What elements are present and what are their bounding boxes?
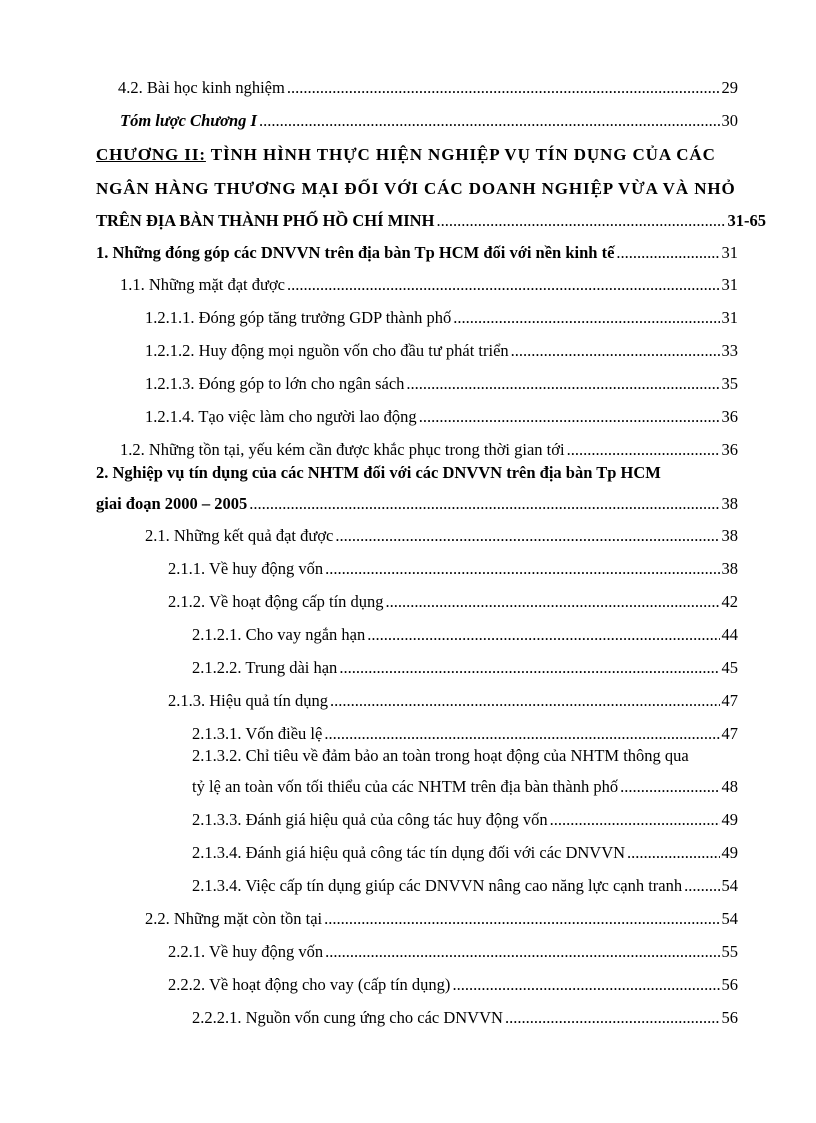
toc-entry-title: 2.1.3.1. Vốn điều lệ — [192, 724, 323, 743]
toc-entry[interactable] — [145, 371, 738, 397]
toc-entry-title: 2.2.1. Về huy động vốn — [168, 942, 324, 961]
toc-entry-page: 56 — [721, 975, 738, 994]
dot-leader — [406, 371, 719, 397]
toc-entry-title: 1.2.1.2. Huy động mọi nguồn vốn cho đầu tư phát triển — [145, 341, 509, 360]
toc-entry-page: 47 — [721, 724, 738, 743]
chapter-heading-line-2 — [96, 176, 738, 202]
toc-entry[interactable] — [168, 688, 738, 714]
toc-entry[interactable] — [96, 240, 738, 266]
toc-entry[interactable] — [120, 108, 738, 134]
toc-entry-page: 31 — [721, 308, 738, 327]
dot-leader — [325, 556, 719, 582]
toc-entry-page: 35 — [721, 374, 738, 393]
toc-entry[interactable] — [145, 404, 738, 430]
toc-entry[interactable] — [192, 807, 738, 833]
toc-entry-page: 45 — [721, 658, 738, 677]
toc-entry-title: 1. Những đóng góp các DNVVN trên địa bàn Tp HCM đối với nền kinh tế — [96, 243, 615, 262]
toc-entry[interactable] — [192, 873, 738, 899]
toc-entry-page: 31-65 — [727, 211, 766, 230]
toc-entry-line-1[interactable] — [192, 743, 738, 769]
toc-entry[interactable] — [168, 556, 738, 582]
toc-entry[interactable] — [145, 338, 738, 364]
toc-entry-title: 1.2.1.4. Tạo việc làm cho người lao động — [145, 407, 417, 426]
toc-entry-page: 49 — [721, 810, 738, 829]
toc-entry-title: 1.2. Những tồn tại, yếu kém cần được khắc phục trong thời gian tới — [120, 440, 565, 459]
dot-leader — [249, 491, 719, 517]
toc-entry[interactable] — [192, 655, 738, 681]
toc-entry[interactable] — [145, 523, 738, 549]
dot-leader — [511, 338, 720, 364]
toc-entry-page: 42 — [721, 592, 738, 611]
toc-entry[interactable] — [118, 75, 738, 101]
toc-entry-page: 55 — [721, 942, 738, 961]
toc-entry-title: 2.1.1. Về huy động vốn — [168, 559, 324, 578]
dot-leader — [550, 807, 720, 833]
toc-entry-page: 56 — [721, 1008, 738, 1027]
chapter-title-part: TÌNH HÌNH THỰC HIỆN NGHIỆP VỤ TÍN DỤNG CỦA CÁC — [205, 145, 716, 164]
dot-leader — [324, 906, 719, 932]
toc-entry-title: 2.1.2. Về hoạt động cấp tín dụng — [168, 592, 384, 611]
dot-leader — [386, 589, 720, 615]
chapter-heading-line-1[interactable] — [96, 142, 738, 168]
toc-entry[interactable] — [96, 491, 738, 517]
dot-leader — [287, 75, 720, 101]
toc-entry-page: 38 — [721, 526, 738, 545]
chapter-label: CHƯƠNG II: — [96, 145, 206, 164]
toc-entry-title: Tóm lược Chương I — [120, 111, 257, 130]
toc-entry-page: 36 — [721, 407, 738, 426]
toc-entry-title: 1.2.1.3. Đóng góp to lớn cho ngân sách — [145, 374, 405, 393]
toc-entry-page: 54 — [721, 909, 738, 928]
toc-entry-title: 1.2.1.1. Đóng góp tăng trưởng GDP thành phố — [145, 308, 452, 327]
toc-entry-page: 29 — [721, 78, 738, 97]
toc-entry-title: 2.1.3.2. Chỉ tiêu về đảm bảo an toàn trong hoạt động của NHTM thông qua — [192, 746, 689, 765]
toc-entry-title: 2.1.3.3. Đánh giá hiệu quả của công tác huy động vốn — [192, 810, 548, 829]
dot-leader — [684, 873, 719, 899]
toc-entry-title: 2.1.3.4. Đánh giá hiệu quả công tác tín dụng đối với các DNVVN — [192, 843, 626, 862]
toc-entry[interactable] — [145, 305, 738, 331]
toc-entry-page: 36 — [721, 440, 738, 459]
toc-entry[interactable] — [145, 906, 738, 932]
toc-entry-title: 4.2. Bài học kinh nghiệm — [118, 78, 285, 97]
dot-leader — [616, 240, 719, 266]
dot-leader — [620, 774, 719, 800]
toc-entry[interactable] — [192, 774, 738, 800]
toc-entry[interactable] — [192, 1005, 738, 1031]
toc-entry-page: 38 — [721, 494, 738, 513]
toc-entry[interactable] — [96, 208, 766, 234]
toc-entry-title: 2.1.2.1. Cho vay ngắn hạn — [192, 625, 366, 644]
toc-entry-page: 33 — [721, 341, 738, 360]
dot-leader — [287, 272, 720, 298]
dot-leader — [339, 655, 719, 681]
toc-entry-page: 49 — [721, 843, 738, 862]
chapter-title-part: TRÊN ĐỊA BÀN THÀNH PHỐ HỒ CHÍ MINH — [96, 211, 435, 230]
toc-entry-page: 31 — [721, 243, 738, 262]
toc-entry-title: giai đoạn 2000 – 2005 — [96, 494, 248, 513]
toc-entry-title: 1.1. Những mặt đạt được — [120, 275, 285, 294]
dot-leader — [627, 840, 719, 866]
chapter-title-part: NGÂN HÀNG THƯƠNG MẠI ĐỐI VỚI CÁC DOANH NGHIỆP VỪA VÀ NHỎ — [96, 179, 736, 198]
toc-entry-title: 2.2.2.1. Nguồn vốn cung ứng cho các DNVVN — [192, 1008, 503, 1027]
toc-entry[interactable] — [192, 840, 738, 866]
dot-leader — [330, 688, 720, 714]
toc-entry-title: 2.1.3. Hiệu quả tín dụng — [168, 691, 328, 710]
dot-leader — [325, 939, 719, 965]
dot-leader — [453, 305, 719, 331]
toc-entry-page: 38 — [721, 559, 738, 578]
section-heading-line-1[interactable] — [96, 460, 738, 486]
toc-entry[interactable] — [192, 622, 738, 648]
toc-entry-title: 2. Nghiệp vụ tín dụng của các NHTM đối với các DNVVN trên địa bàn Tp HCM — [96, 463, 661, 482]
toc-entry-page: 30 — [721, 111, 738, 130]
toc-entry-title: 2.1.2.2. Trung dài hạn — [192, 658, 338, 677]
dot-leader — [367, 622, 719, 648]
dot-leader — [436, 208, 725, 234]
toc-entry-page: 54 — [721, 876, 738, 895]
toc-entry-title: 2.1.3.4. Việc cấp tín dụng giúp các DNVVN nâng cao năng lực cạnh tranh — [192, 876, 683, 895]
toc-entry[interactable] — [168, 972, 738, 998]
toc-entry-title: 2.2. Những mặt còn tồn tại — [145, 909, 323, 928]
dot-leader — [335, 523, 719, 549]
toc-entry-title: 2.2.2. Về hoạt động cho vay (cấp tín dụng) — [168, 975, 451, 994]
toc-entry-page: 48 — [721, 777, 738, 796]
dot-leader — [419, 404, 720, 430]
dot-leader — [259, 108, 720, 134]
toc-entry[interactable] — [120, 272, 738, 298]
toc-entry-page: 44 — [721, 625, 738, 644]
toc-entry-title: tỷ lệ an toàn vốn tối thiểu của các NHTM trên địa bàn thành phố — [192, 777, 619, 796]
toc-entry-page: 47 — [721, 691, 738, 710]
dot-leader — [452, 972, 719, 998]
toc-entry[interactable] — [168, 589, 738, 615]
toc-entry-page: 31 — [721, 275, 738, 294]
toc-entry[interactable] — [168, 939, 738, 965]
toc-entry-title: 2.1. Những kết quả đạt được — [145, 526, 334, 545]
dot-leader — [505, 1005, 720, 1031]
